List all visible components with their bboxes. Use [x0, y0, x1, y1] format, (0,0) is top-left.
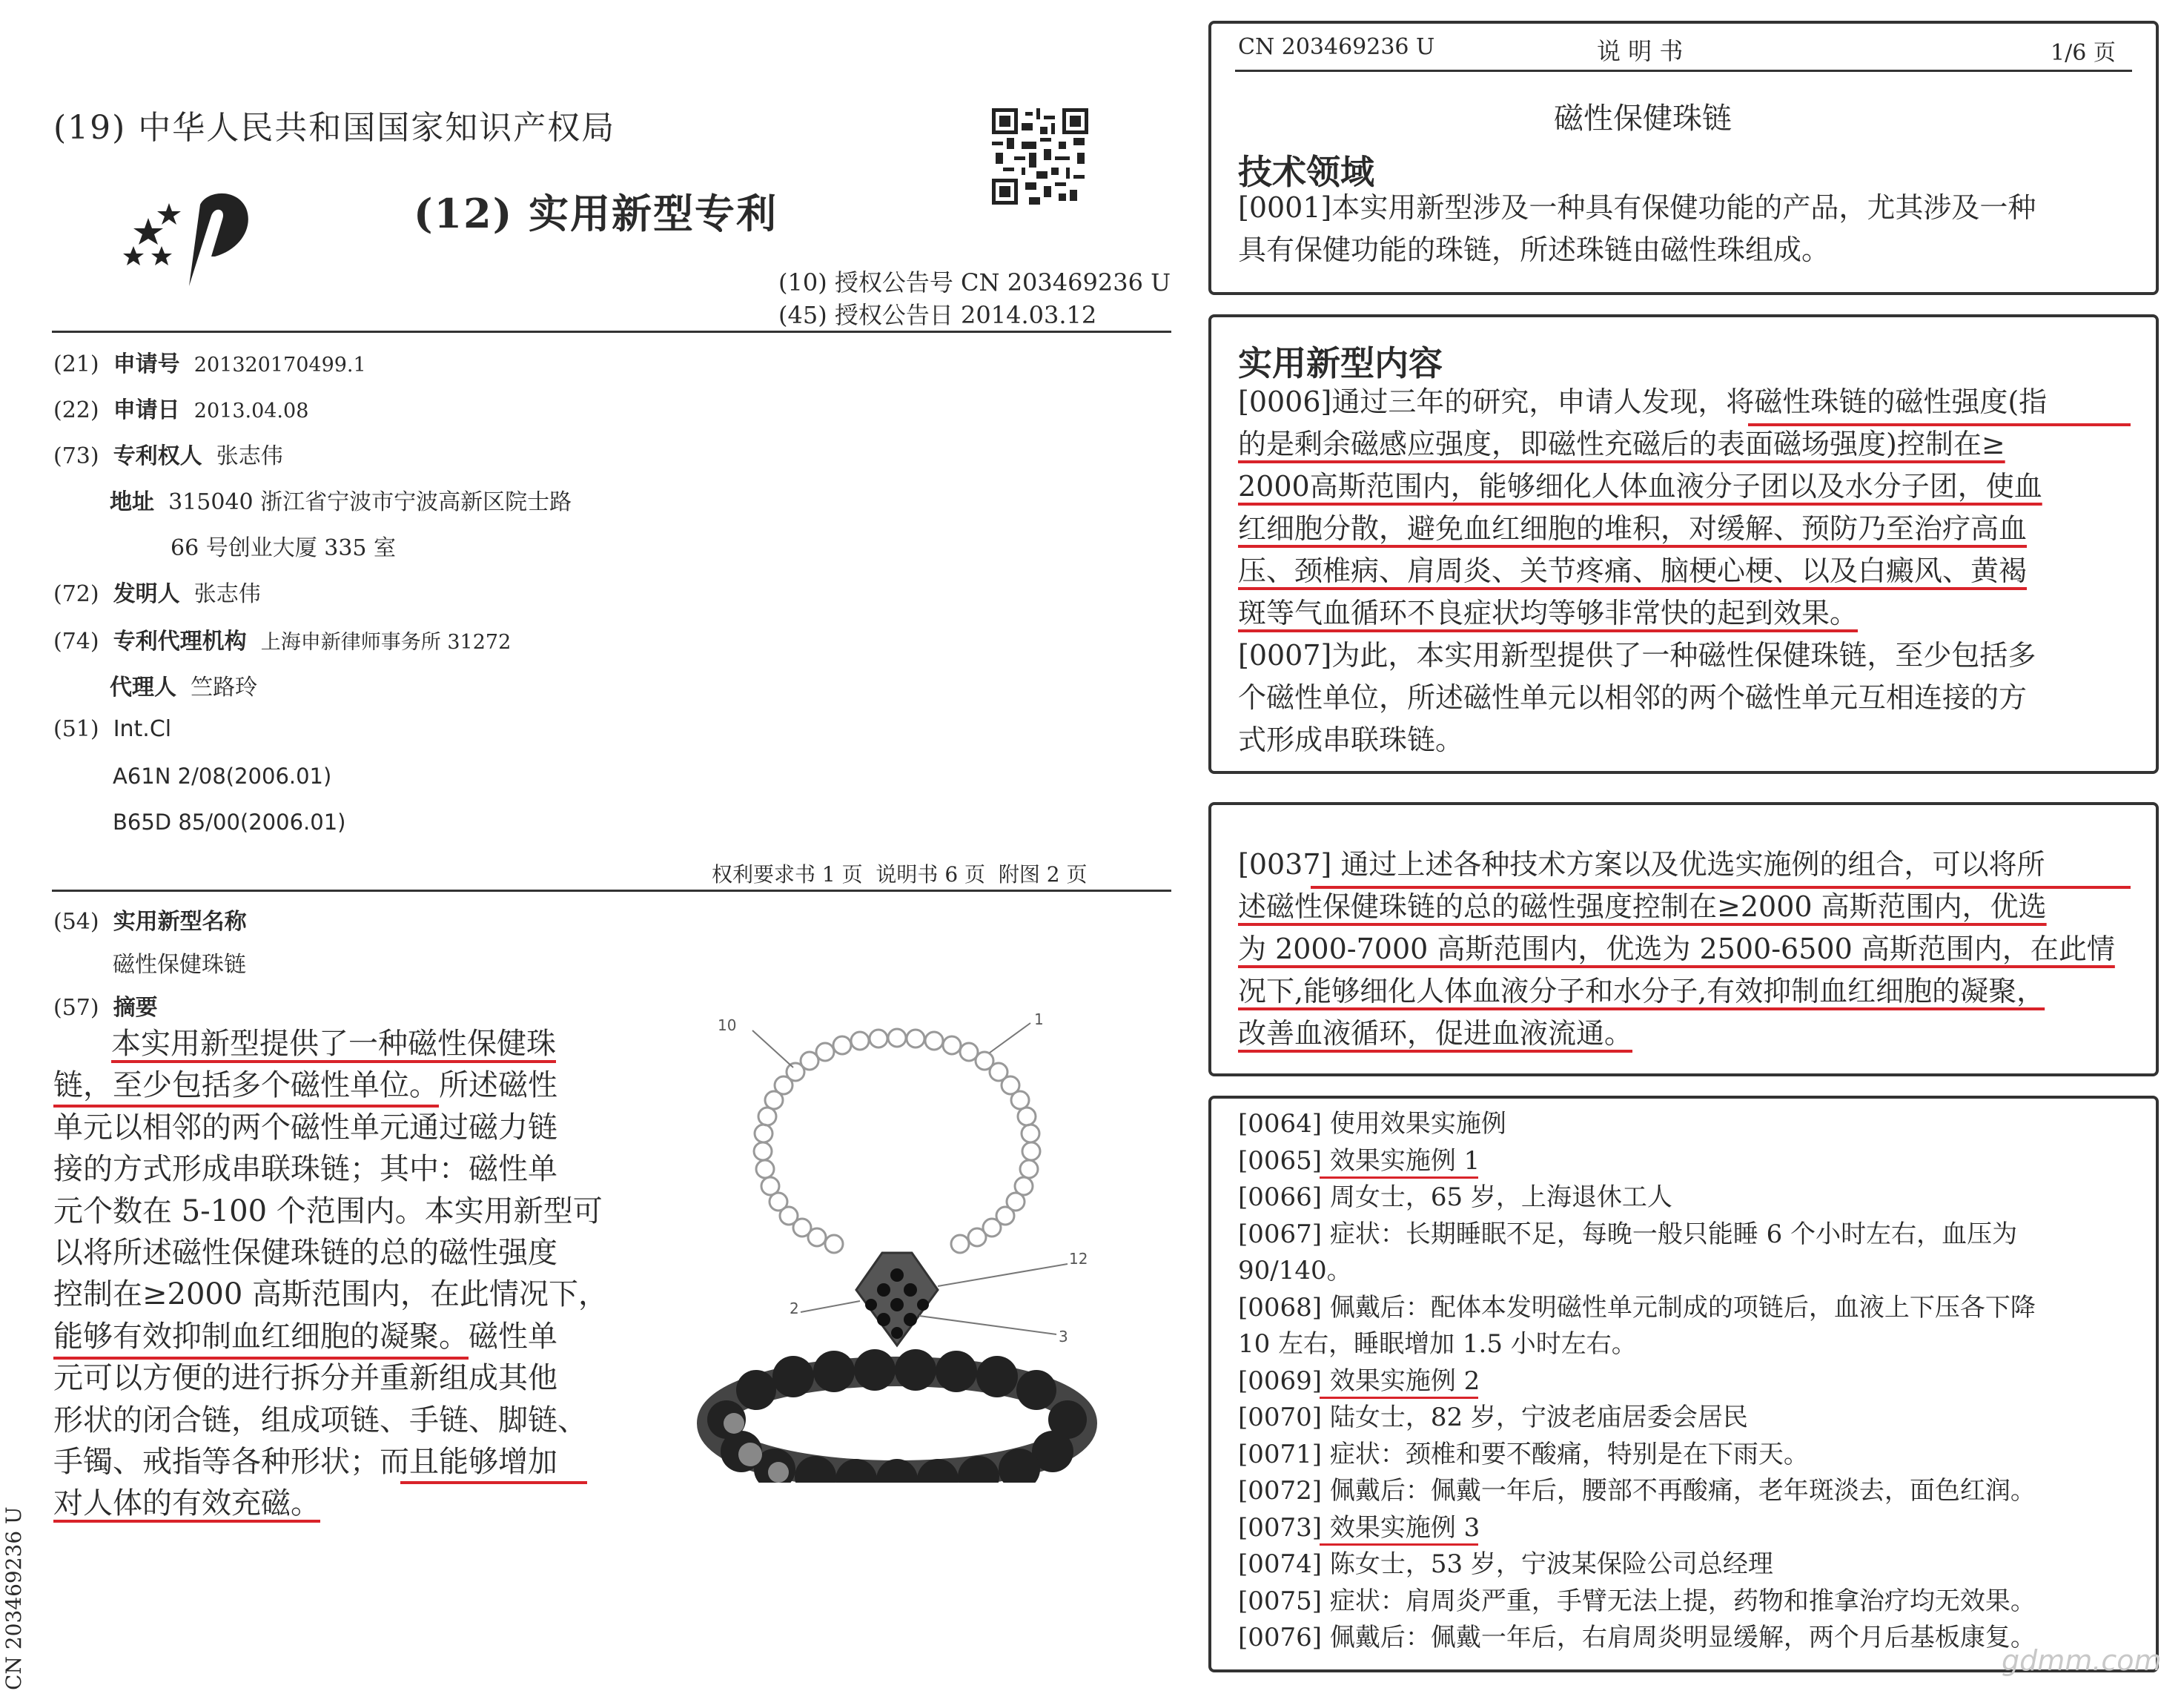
bib-value: 竺路玲: [191, 675, 258, 701]
header-doc-number: CN 203469236 U: [1238, 34, 1435, 60]
effect-line: [0066] 周女士，65 岁，上海退休工人: [1238, 1182, 1672, 1212]
bib-label: 地址: [110, 489, 154, 515]
authority-line: (19) 中华人民共和国国家知识产权局: [53, 109, 616, 147]
highlighted-text: 对人体的有效充磁。: [53, 1486, 320, 1521]
abstract-label: 摘要: [113, 995, 158, 1021]
paragraph-line: [0001]本实用新型涉及一种具有保健功能的产品，尤其涉及一种: [1238, 191, 2036, 224]
figure-label: 2: [790, 1300, 799, 1317]
paragraph-line: 况下,能够细化人体血液分子和水分子,有效抑制血红细胞的凝聚，: [1238, 975, 2045, 1007]
paragraph-line: 个磁性单位，所述磁性单元以相邻的两个磁性单元互相连接的方: [1238, 681, 2028, 714]
spec-title: 磁性保健珠链: [1554, 102, 1732, 136]
effect-line: [0065] 效果实施例 1: [1238, 1145, 1480, 1176]
bib-row: [110, 483, 572, 516]
effect-line: [0070] 陆女士，82 岁，宁波老庙居委会居民: [1238, 1403, 1748, 1432]
paragraph-line: [0037] 通过上述各种技术方案以及优选实施例的组合，可以将所: [1238, 848, 2045, 881]
highlight-underline: [1320, 1176, 1478, 1179]
bib-code: (72): [53, 581, 99, 607]
abstract-line: 以将所述磁性保健珠链的总的磁性强度: [53, 1236, 557, 1270]
abstract-line: [53, 1065, 557, 1106]
bib-code: (21): [53, 351, 99, 377]
highlight-underline: [53, 1357, 469, 1360]
spec-header-box: [1208, 21, 2159, 295]
figure-label: 3: [1059, 1328, 1068, 1345]
highlight-underline: [1748, 423, 2131, 426]
bib-value: 66 号创业大厦 335 室: [171, 535, 397, 561]
bib-label: 代理人: [110, 675, 176, 701]
figure-label: 10: [718, 1016, 737, 1034]
abstract-line: 元可以方便的进行拆分并重新组成其他: [53, 1361, 557, 1396]
title-label: 实用新型名称: [113, 909, 247, 935]
paragraph-line: [0007]为此，本实用新型提供了一种磁性保健珠链，至少包括多: [1238, 639, 2036, 672]
effect-line: 90/140。: [1238, 1256, 1352, 1285]
figure-label: 1: [1034, 1010, 1044, 1028]
abstract-text: 链，至少包括多个磁性单位。所述磁性: [53, 1068, 557, 1103]
effect-line: [0064] 使用效果实施例: [1238, 1109, 1506, 1139]
bib-row: [53, 437, 283, 470]
bib-code: (73): [53, 443, 99, 469]
bib-row: [110, 669, 257, 701]
document-type-title: (12) 实用新型专利: [414, 190, 778, 237]
cnipa-logo-icon: [119, 175, 259, 294]
bib-value: 201320170499.1: [193, 354, 366, 377]
bib-value: 张志伟: [216, 443, 283, 469]
bib-code: (22): [53, 397, 99, 423]
effect-line: [0075] 症状：肩周炎严重，手臂无法上提，药物和推拿治疗均无效果。: [1238, 1586, 2036, 1616]
header-rule: [52, 331, 1171, 333]
pages-note: 权利要求书 1 页 说明书 6 页 附图 2 页: [712, 862, 1088, 887]
effect-line: [0067] 症状：长期睡眠不足，每晚一般只能睡 6 个小时左右，血压为: [1238, 1219, 2018, 1249]
abstract-text: 能够有效抑制血红细胞的凝聚。磁性单: [53, 1319, 557, 1354]
paragraph-line: 具有保健功能的珠链，所述珠链由磁性珠组成。: [1238, 234, 1830, 266]
bib-value: 张志伟: [193, 581, 261, 607]
figure-label: 12: [1069, 1250, 1088, 1268]
header-page-number: 1/6 页: [2051, 40, 2116, 66]
ipc-class: A61N 2/08(2006.01): [113, 764, 332, 789]
abstract-line: 单元以相邻的两个磁性单元通过磁力链: [53, 1110, 557, 1145]
highlight-underline: [400, 1481, 587, 1484]
publication-date: (45) 授权公告日 2014.03.12: [778, 301, 1097, 329]
content-box: [1208, 314, 2159, 774]
effects-box: [1208, 1096, 2159, 1672]
qr-code-icon: [992, 108, 1088, 205]
paragraph-line: 2000高斯范围内，能够细化人体血液分子团以及水分子团，使血: [1238, 470, 2042, 503]
abstract-line: 元个数在 5-100 个范围内。本实用新型可: [53, 1194, 603, 1228]
title-code: (54): [53, 909, 99, 935]
effect-line: [0068] 佩戴后：配体本发明磁性单元制成的项链后，血液上下压各下降: [1238, 1292, 2036, 1323]
abstract-line: [111, 1023, 556, 1065]
embodiment-box: [1208, 802, 2159, 1076]
header-divider: [1235, 70, 2132, 72]
abstract-text: 手镯、戒指等各种形状；而且能够增加: [53, 1445, 557, 1479]
section-heading-technical-field: 技术领域: [1238, 152, 1374, 192]
bib-label: 发明人: [113, 581, 180, 607]
paragraph-line: 压、颈椎病、肩周炎、关节疼痛、脑梗心梗、以及白癜风、黄褐: [1238, 555, 2028, 587]
abstract-line: [53, 1316, 557, 1357]
highlight-underline: [53, 1105, 439, 1108]
bib-row: [53, 345, 366, 378]
effect-line: [0074] 陈女士，53 岁，宁波某保险公司总经理: [1238, 1549, 1773, 1579]
section-heading-content: 实用新型内容: [1238, 343, 1443, 383]
paragraph-line: 斑等气血循环不良症状均等够非常快的起到效果。: [1238, 597, 1859, 629]
bib-value: 2013.04.08: [193, 400, 309, 423]
bracelet-figure-icon: [682, 1008, 1127, 1483]
publication-number: (10) 授权公告号 CN 203469236 U: [778, 268, 1171, 297]
ipc-class: B65D 85/00(2006.01): [113, 810, 346, 835]
paragraph-line: 红细胞分散，避免血红细胞的堆积，对缓解、预防乃至治疗高血: [1238, 512, 2028, 545]
abstract-line: [53, 1441, 557, 1483]
bib-row: [53, 716, 171, 742]
abstract-line: [53, 1483, 320, 1524]
bib-row: [53, 391, 308, 424]
bib-label: Int.Cl: [113, 716, 172, 742]
paragraph-line: 式形成串联珠链。: [1238, 724, 1464, 756]
highlight-underline: [1320, 1397, 1478, 1399]
paragraph-line: [0006]通过三年的研究，申请人发现，将磁性珠链的磁性强度(指: [1238, 385, 2048, 418]
paragraph-line: 改善血液循环，促进血液流通。: [1238, 1017, 1633, 1050]
bib-value: 315040 浙江省宁波市宁波高新区院士路: [168, 489, 572, 515]
utility-title-row: [53, 903, 247, 936]
bib-row: [53, 623, 511, 655]
effect-line: [0076] 佩戴后：佩戴一年后，右肩周炎明显缓解，两个月后基板康复。: [1238, 1623, 2036, 1652]
watermark: gdmm.com: [2002, 1644, 2162, 1677]
abstract-line: 接的方式形成串联珠链；其中：磁性单: [53, 1152, 557, 1187]
bib-row: [53, 575, 261, 608]
bib-label: 专利权人: [113, 443, 202, 469]
abstract-line: 形状的闭合链，组成项链、手链、脚链、: [53, 1403, 587, 1437]
paragraph-line: 的是剩余磁感应强度，即磁性充磁后的表面磁场强度)控制在≥: [1238, 428, 2005, 460]
utility-title-value: 磁性保健珠链: [113, 952, 246, 978]
bib-value: 上海申新律师事务所 31272: [260, 631, 512, 654]
bib-code: (51): [53, 716, 99, 742]
header-doc-kind: 说 明 书: [1597, 37, 1684, 65]
bib-code: (74): [53, 629, 99, 655]
abstract-heading-row: [53, 989, 158, 1022]
effect-line: [0071] 症状：颈椎和要不酸痛，特别是在下雨天。: [1238, 1439, 1809, 1469]
effect-line: 10 左右，睡眠增加 1.5 小时左右。: [1238, 1329, 1637, 1359]
highlight-underline: [1320, 1543, 1478, 1546]
abstract-code: (57): [53, 995, 99, 1021]
abstract-line: 控制在≥2000 高斯范围内，在此情况下，: [53, 1277, 609, 1312]
bib-label: 申请日: [113, 397, 180, 423]
effect-line: [0072] 佩戴后：佩戴一年后，腰部不再酸痛，老年斑淡去，面色红润。: [1238, 1476, 2036, 1506]
section-rule: [52, 890, 1171, 892]
effect-line: [0069] 效果实施例 2: [1238, 1366, 1480, 1396]
bib-label: 专利代理机构: [113, 629, 247, 655]
bib-label: 申请号: [113, 351, 180, 377]
paragraph-line: 述磁性保健珠链的总的磁性强度控制在≥2000 高斯范围内，优选: [1238, 890, 2047, 923]
effect-line: [0073] 效果实施例 3: [1238, 1512, 1480, 1543]
paragraph-line: 为 2000-7000 高斯范围内，优选为 2500-6500 高斯范围内，在此情: [1238, 933, 2115, 965]
side-document-code: CN 203469236 U: [1, 1506, 26, 1690]
highlight-underline: [1311, 886, 2131, 889]
highlighted-text: 本实用新型提供了一种磁性保健珠: [111, 1027, 556, 1061]
